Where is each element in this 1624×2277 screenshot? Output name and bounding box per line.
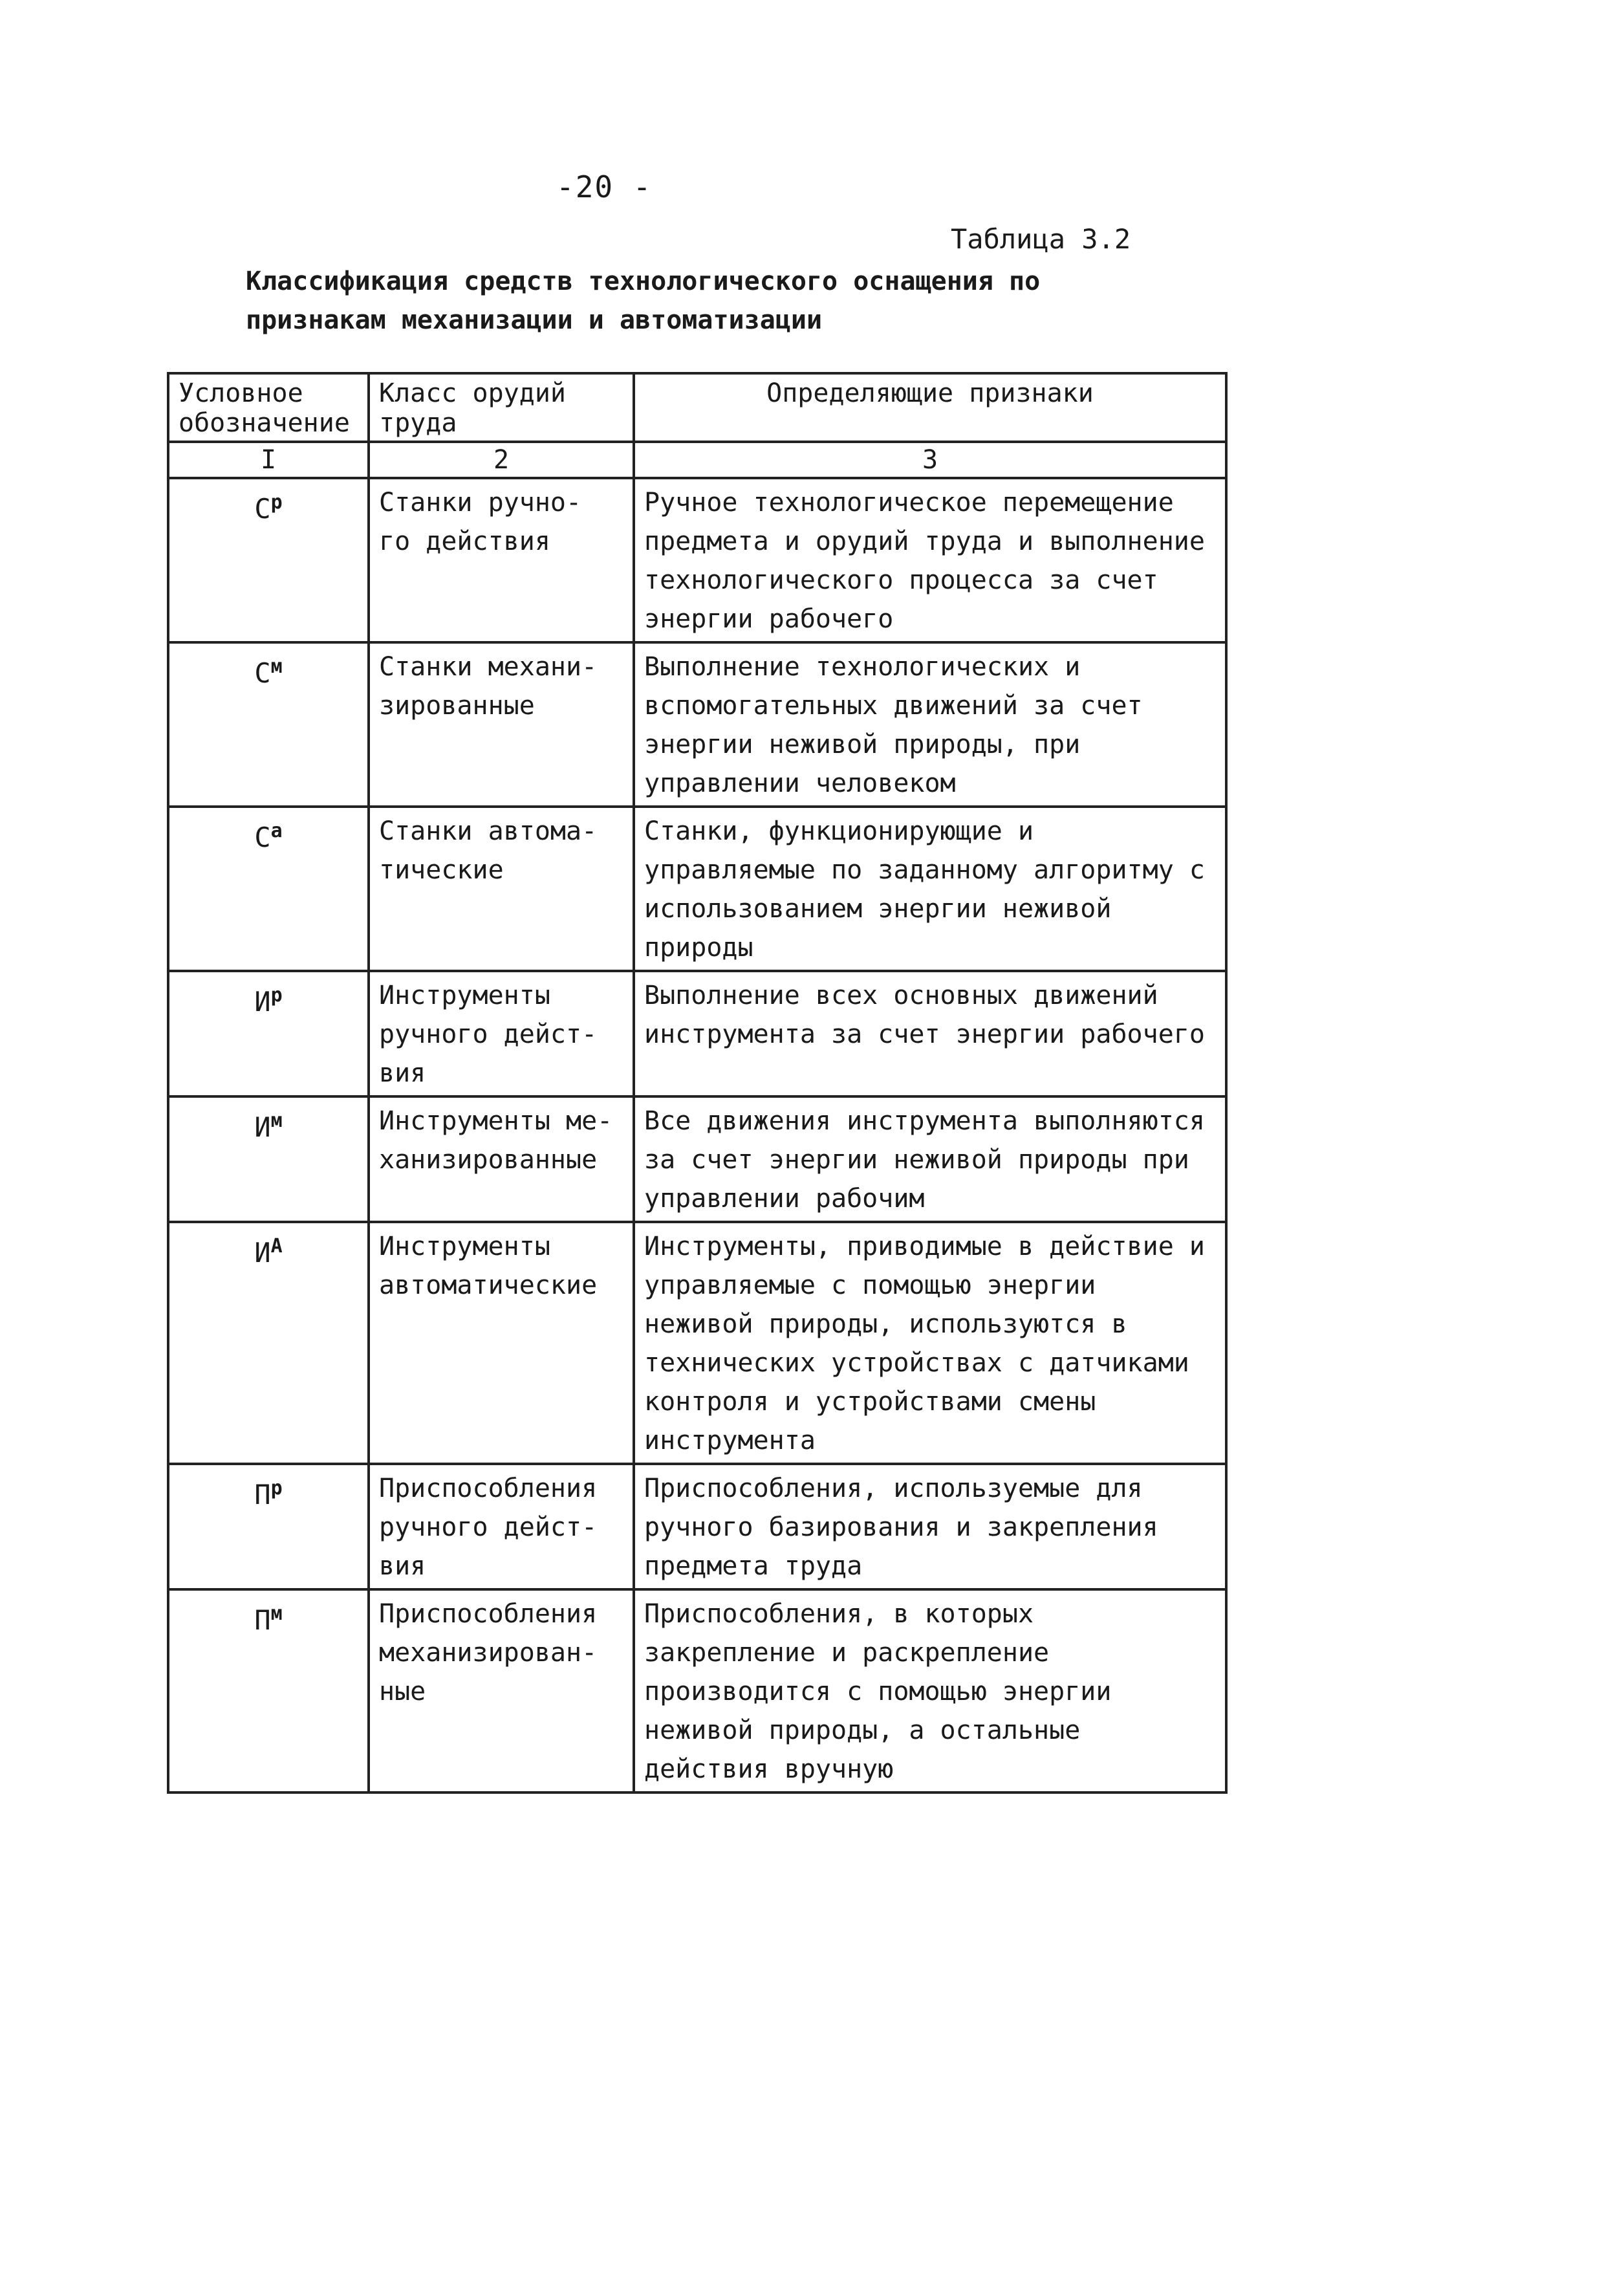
class-cell: Станки механи- зированные: [369, 642, 634, 807]
description-cell: Все движения инструмента выполняются за счет энергии неживой природы при управлении рабочим: [634, 1096, 1226, 1222]
symbol-cell: [168, 1222, 369, 1464]
symbol-letter: И: [254, 986, 271, 1018]
table-row: [168, 1589, 1226, 1792]
description-cell: Приспособления, используемые для ручного базирования и закрепления предмета труда: [634, 1464, 1226, 1589]
symbol-cell: [168, 1464, 369, 1589]
symbol-letter: П: [254, 1604, 271, 1636]
table-row: [168, 1222, 1226, 1464]
symbol-superscript: м: [270, 655, 283, 678]
symbol-cell: [168, 1589, 369, 1792]
symbol-superscript: м: [270, 1602, 283, 1625]
class-cell: Приспособления механизирован- ные: [369, 1589, 634, 1792]
description-cell: Станки, функционирующие и управляемые по заданному алгоритму с использованием энергии неживой природы: [634, 807, 1226, 971]
symbol-letter: С: [254, 822, 271, 853]
description-cell: Приспособления, в которых закрепление и раскрепление производится с помощью энергии неживой природы, а остальные действия вручную: [634, 1589, 1226, 1792]
header-features: Определяющие признаки: [634, 373, 1226, 442]
class-cell: Инструменты ме- ханизированные: [369, 1096, 634, 1222]
description-cell: Инструменты, приводимые в действие и управляемые с помощью энергии неживой природы, используются в технических устройствах с датчиками контроля и устройствами смены инструмента: [634, 1222, 1226, 1464]
table-row: [168, 807, 1226, 971]
column-number-2: 2: [369, 442, 634, 478]
table-row: [168, 1464, 1226, 1589]
symbol-superscript: А: [270, 1235, 283, 1258]
symbol-letter: И: [254, 1111, 271, 1143]
table-row: [168, 1096, 1226, 1222]
table-row: [168, 642, 1226, 807]
symbol-letter: П: [254, 1479, 271, 1510]
symbol-cell: [168, 1096, 369, 1222]
class-cell: Станки автома- тические: [369, 807, 634, 971]
symbol-letter: С: [254, 657, 271, 689]
column-number-row: [168, 442, 1226, 478]
header-row: [168, 373, 1226, 442]
class-cell: Станки ручно- го действия: [369, 478, 634, 642]
symbol-cell: [168, 478, 369, 642]
table-label: Таблица 3.2: [951, 223, 1131, 255]
class-cell: Инструменты автоматические: [369, 1222, 634, 1464]
symbol-superscript: р: [270, 1477, 283, 1499]
description-cell: Выполнение всех основных движений инструмента за счет энергии рабочего: [634, 971, 1226, 1096]
table-row: [168, 478, 1226, 642]
table-caption: Классификация средств технологического оснащения по признакам механизации и автоматизации: [246, 267, 1041, 335]
column-number-1: I: [168, 442, 369, 478]
symbol-cell: [168, 807, 369, 971]
page-number: -20 -: [556, 169, 653, 204]
column-number-3: 3: [634, 442, 1226, 478]
symbol-cell: [168, 642, 369, 807]
symbol-cell: [168, 971, 369, 1096]
symbol-superscript: м: [270, 1109, 283, 1132]
symbol-superscript: р: [270, 984, 283, 1007]
classification-table: [167, 372, 1228, 1794]
symbol-letter: И: [254, 1237, 271, 1269]
header-symbol: Условное обозначение: [168, 373, 369, 442]
table-row: [168, 971, 1226, 1096]
header-class: Класс орудий труда: [369, 373, 634, 442]
class-cell: Инструменты ручного дейст- вия: [369, 971, 634, 1096]
description-cell: Ручное технологическое перемещение предмета и орудий труда и выполнение технологического процесса за счет энергии рабочего: [634, 478, 1226, 642]
table-body: [168, 478, 1226, 1792]
description-cell: Выполнение технологических и вспомогательных движений за счет энергии неживой природы, при управлении человеком: [634, 642, 1226, 807]
symbol-letter: С: [254, 493, 271, 525]
symbol-superscript: р: [270, 491, 283, 514]
symbol-superscript: а: [270, 820, 283, 842]
class-cell: Приспособления ручного дейст- вия: [369, 1464, 634, 1589]
